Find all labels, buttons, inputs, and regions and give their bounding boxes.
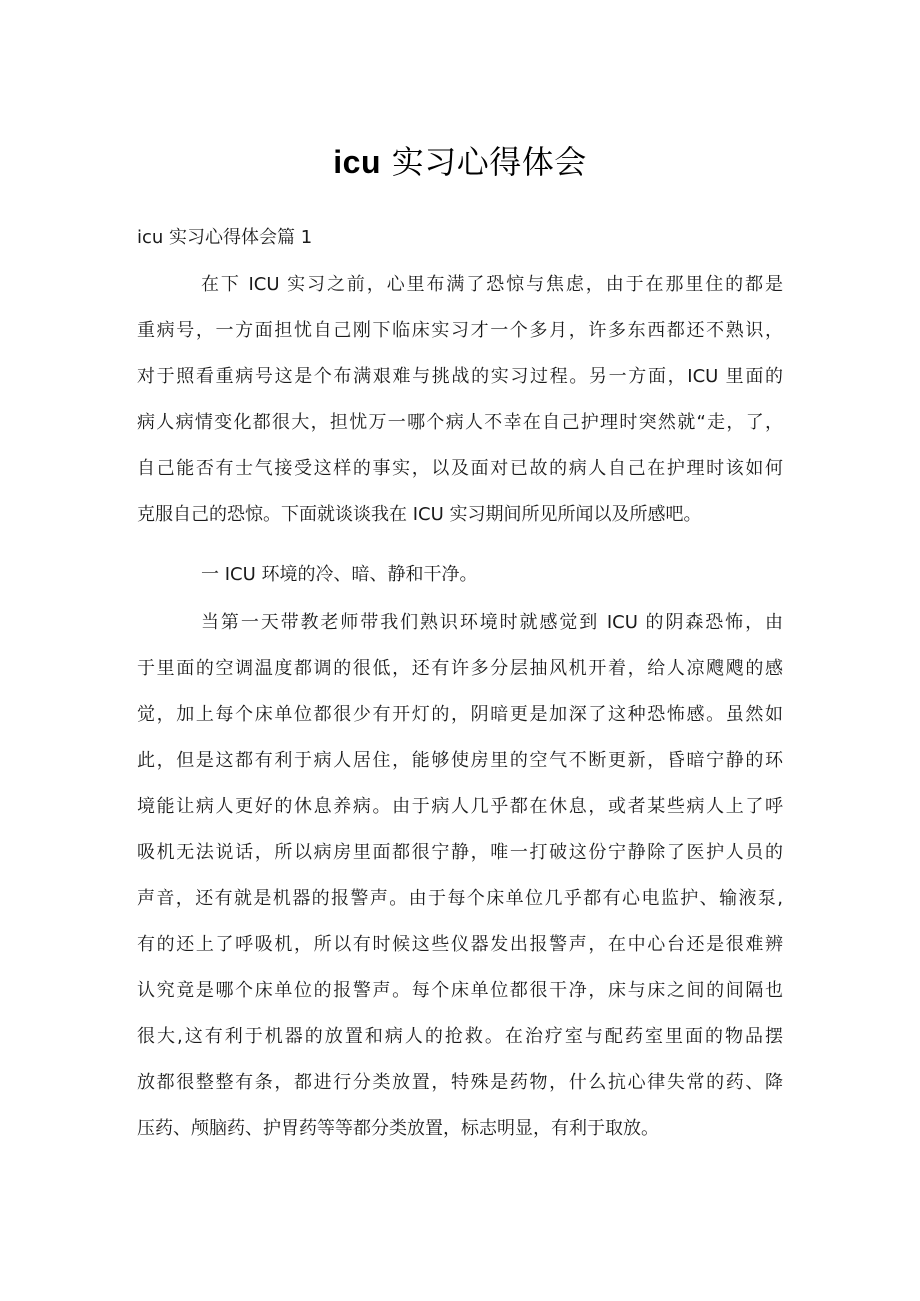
paragraph-line: 认究竟是哪个床单位的报警声。每个床单位都很干净，床与床之间的间隔也 <box>137 980 783 1001</box>
paragraph-line: 境能让病人更好的休息养病。由于病人几乎都在休息，或者某些病人上了呼 <box>137 796 783 817</box>
paragraph-line: 于里面的空调温度都调的很低，还有许多分层抽风机开着，给人凉飕飕的感 <box>137 658 783 679</box>
paragraph-line: 压药、颅脑药、护胃药等等都分类放置，标志明显，有利于取放。 <box>137 1118 659 1139</box>
paragraph-line: 自己能否有士气接受这样的事实，以及面对已故的病人自己在护理时该如何 <box>137 458 783 479</box>
paragraph-line: 病人病情变化都很大，担忧万一哪个病人不幸在自己护理时突然就“走，了， <box>137 412 783 433</box>
paragraph-line: 对于照看重病号这是个布满艰难与挑战的实习过程。另一方面，ICU 里面的 <box>137 366 783 387</box>
paragraph-line: 当第一天带教老师带我们熟识环境时就感觉到 ICU 的阴森恐怖，由 <box>201 612 783 633</box>
paragraph-line: 声音，还有就是机器的报警声。由于每个床单位几乎都有心电监护、输液泵, <box>137 888 783 909</box>
paragraph-line: 在下 ICU 实习之前，心里布满了恐惊与焦虑，由于在那里住的都是 <box>201 274 783 295</box>
page-title-latin: icu <box>333 144 382 180</box>
page-title <box>0 140 920 184</box>
paragraph-line: 克服自己的恐惊。下面就谈谈我在 ICU 实习期间所见所闻以及所感吧。 <box>137 504 702 525</box>
section-heading: icu 实习心得体会篇 1 <box>137 227 313 248</box>
paragraph-line: 此，但是这都有利于病人居住，能够使房里的空气不断更新，昏暗宁静的环 <box>137 750 783 771</box>
paragraph-line: 吸机无法说话，所以病房里面都很宁静，唯一打破这份宁静除了医护人员的 <box>137 842 783 863</box>
paragraph-1 <box>137 262 783 538</box>
paragraph-line: 很大,这有利于机器的放置和病人的抢救。在治疗室与配药室里面的物品摆 <box>137 1026 783 1047</box>
page-title-cjk: 实习心得体会 <box>391 143 587 181</box>
paragraph-2 <box>137 600 783 1152</box>
paragraph-line: 觉，加上每个床单位都很少有开灯的，阴暗更是加深了这种恐怖感。虽然如 <box>137 704 783 725</box>
paragraph-line: 有的还上了呼吸机，所以有时候这些仪器发出报警声，在中心台还是很难辨 <box>137 934 783 955</box>
paragraph-line: 重病号，一方面担忧自己刚下临床实习才一个多月，许多东西都还不熟识， <box>137 320 783 341</box>
paragraph-line: 放都很整整有条，都进行分类放置，特殊是药物，什么抗心律失常的药、降 <box>137 1072 783 1093</box>
subheading: 一 ICU 环境的冷、暗、静和干净。 <box>201 564 478 585</box>
